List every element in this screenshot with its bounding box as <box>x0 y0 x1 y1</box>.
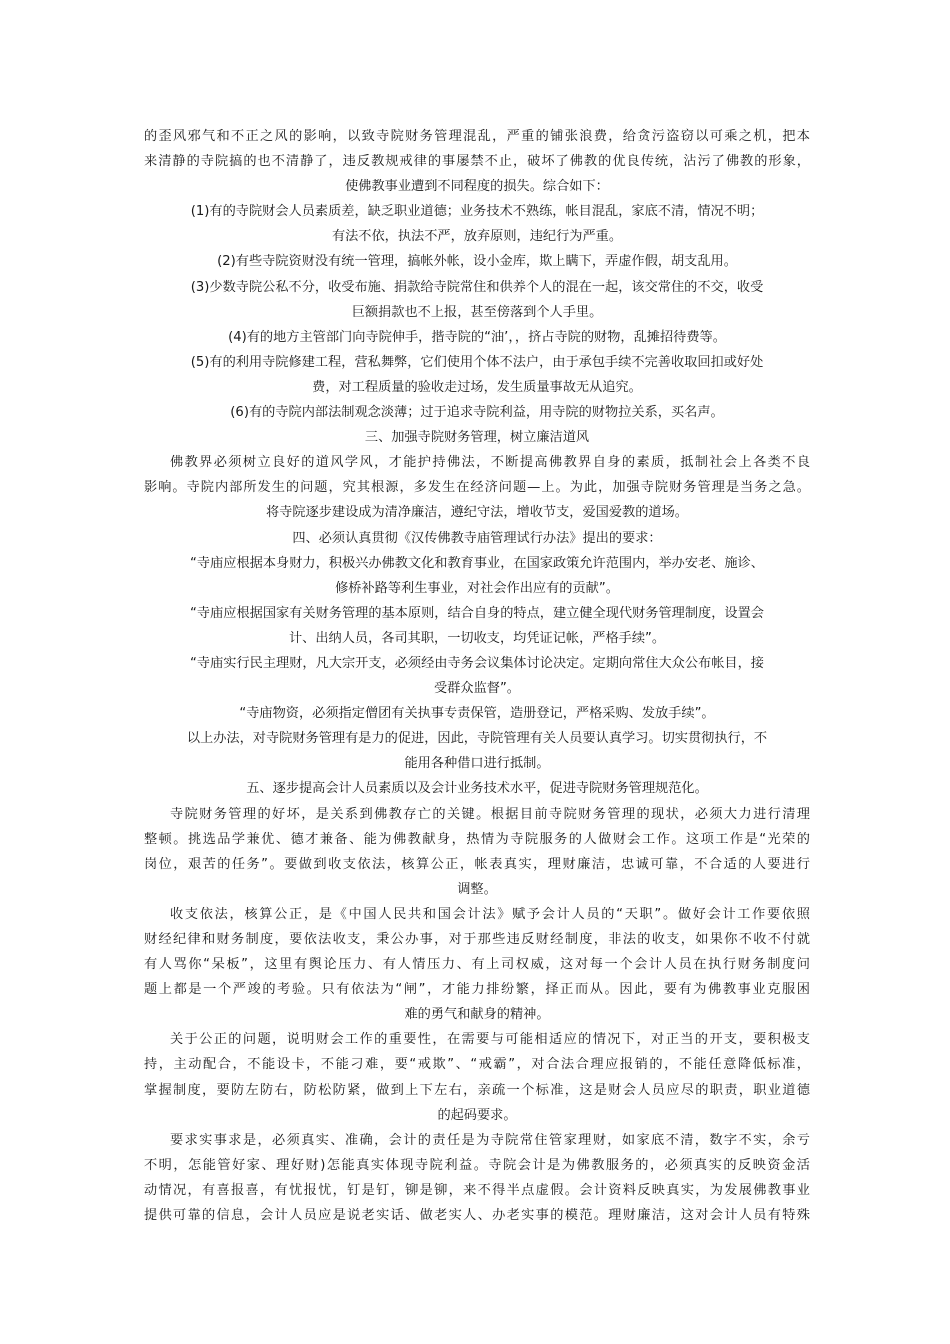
text-line: 使佛教事业遭到不同程度的损失。综合如下： <box>345 179 609 195</box>
text-line: (5)有的利用寺院修建工程，营私舞弊，它们使用个体不法户，由于承包手续不完善收取回扣或好处 <box>190 354 764 370</box>
text-line: (4)有的地方主管部门向寺院伸手，揩寺院的“油’，，挤占寺院的财物，乱摊招待费等。 <box>228 329 726 345</box>
text-line: 将寺院逐步建设成为清净廉洁，遵纪守法，增收节支，爱国爱教的道场。 <box>266 505 688 521</box>
text-line: 提供可靠的信息，会计人员应是说老实话、做老实人、办老实事的模范。理财廉洁，这对会计人员有特殊 <box>144 1208 810 1224</box>
text-line: 有法不依，执法不严，放弃原则，违纪行为严重。 <box>331 229 623 245</box>
text-line: (1)有的寺院财会人员素质差，缺乏职业道德；业务技术不熟练，帐目混乱，家底不清，情况不明； <box>190 204 764 220</box>
text-line: “寺庙实行民主理财，凡大宗开支，必须经由寺务会议集体讨论决定。定期向常住大众公布帐目，接 <box>190 655 764 671</box>
text-line: “寺庙应根据国家有关财务管理的基本原则，结合自身的特点，建立健全现代财务管理制度，设置会 <box>190 605 764 621</box>
text-line: 修桥补路等利生事业，对社会作出应有的贡献”。 <box>335 580 619 596</box>
text-line: 来清静的寺院搞的也不清静了，违反教规戒律的事屡禁不止，破坏了佛教的优良传统，沾污了佛教的形象， <box>144 154 810 170</box>
text-line: “寺庙应根据本身财力，积极兴办佛教文化和教育事业，在国家政策允许范围内，举办安老、施诊、 <box>190 555 764 571</box>
text-line: 调整。 <box>457 881 497 897</box>
text-line: 持，主动配合，不能设卡，不能刁难，要“戒欺”、“戒霸”，对合法合理应报销的，不能任意降低标准， <box>144 1057 810 1073</box>
text-line: 有人骂你“呆板”，这里有舆论压力、有人情压力、有上司权威，这对每一个会计人员在执行财务制度问 <box>144 957 810 973</box>
text-line: 三、加强寺院财务管理，树立廉洁道风 <box>364 430 590 446</box>
text-line: 要求实事求是，必须真实、准确，会计的责任是为寺院常住管家理财，如家底不清，数字不实，余亏 <box>170 1132 810 1148</box>
text-line: (6)有的寺院内部法制观念淡薄；过于追求寺院利益，用寺院的财物拉关系，买名声。 <box>230 405 724 421</box>
text-line: 岗位，艰苦的任务”。要做到收支依法，核算公正，帐表真实，理财廉洁，忠诚可靠，不合适的人要进行 <box>144 856 810 872</box>
text-line: 题上都是一个严竣的考验。只有依法为“闸”，才能力排纷繁，择正而从。因此，要有为佛教事业克服困 <box>144 982 810 998</box>
text-line: 费，对工程质量的验收走过场，发生质量事故无从追究。 <box>312 379 642 395</box>
text-line: 四、必须认真贯彻《汉传佛教寺庙管理试行办法》提出的要求： <box>292 530 662 546</box>
text-line: 巨额捐款也不上报，甚至傍落到个人手里。 <box>351 304 603 320</box>
text-line: 的起码要求。 <box>437 1107 517 1123</box>
text-line: 难的勇气和献身的精神。 <box>404 1007 550 1023</box>
text-line: 整顿。挑选品学兼优、德才兼备、能为佛教献身，热情为寺院服务的人做财会工作。这项工作是“光荣的 <box>144 831 810 847</box>
text-line: 的歪风邪气和不正之风的影响，以致寺院财务管理混乱，严重的铺张浪费，给贪污盗窃以可乘之机，把本 <box>144 129 810 144</box>
text-line: 五、逐步提高会计人员素质以及会计业务技术水平，促进寺院财务管理规范化。 <box>246 781 708 797</box>
text-line: 关于公正的问题，说明财会工作的重要性，在需要与可能相适应的情况下，对正当的开支，要积极支 <box>170 1032 810 1048</box>
text-line: 能用各种借口进行抵制。 <box>404 756 550 772</box>
text-line: 受群众监督”。 <box>434 681 520 697</box>
text-line: 收支依法，核算公正，是《中国人民共和国会计法》赋予会计人员的“天职”。做好会计工作要依照 <box>170 906 810 922</box>
document-page <box>144 124 810 1228</box>
text-line: 佛教界必须树立良好的道风学风，才能护持佛法，不断提高佛教界自身的素质，抵制社会上各类不良 <box>170 455 810 471</box>
text-line: 计、出纳人员，各司其职，一切收支，均凭证记帐，严格手续”。 <box>288 630 666 646</box>
text-line: 影响。寺院内部所发生的问题，究其根源，多发生在经济问题—上。为此，加强寺院财务管理是当务之急。 <box>144 480 810 496</box>
text-line: 掌握制度，要防左防右，防松防紧，做到上下左右，亲疏一个标准，这是财会人员应尽的职责，职业道德 <box>144 1082 810 1098</box>
text-line: 动情况，有喜报喜，有忧报忧，钉是钉，铆是铆，来不得半点虚假。会计资料反映真实，为发展佛教事业 <box>144 1182 810 1198</box>
text-line: 财经纪律和财务制度，要依法收支，秉公办事，对于那些违反财经制度，非法的收支，如果你不收不付就 <box>144 932 810 947</box>
text-line: 不明，怎能管好家、理好财)怎能真实体现寺院利益。寺院会计是为佛教服务的，必须真实的反映资金活 <box>144 1157 810 1173</box>
text-line: 寺院财务管理的好坏，是关系到佛教存亡的关键。根据目前寺院财务管理的现状，必须大力进行清理 <box>170 806 810 822</box>
text-line: 以上办法，对寺院财务管理有是力的促进，因此，寺院管理有关人员要认真学习。切实贯彻执行，不 <box>186 731 768 747</box>
text-line: (2)有些寺院资财没有统一管理，搞帐外帐，设小金库，欺上瞒下，弄虚作假，胡支乱用。 <box>217 254 737 270</box>
text-line: “寺庙物资，必须指定僧团有关执事专责保管，造册登记，严格采购、发放手续”。 <box>239 706 715 722</box>
text-line: (3)少数寺院公私不分，收受布施、捐款给寺院常住和供养个人的混在一起，该交常住的不交，收受 <box>190 279 764 295</box>
